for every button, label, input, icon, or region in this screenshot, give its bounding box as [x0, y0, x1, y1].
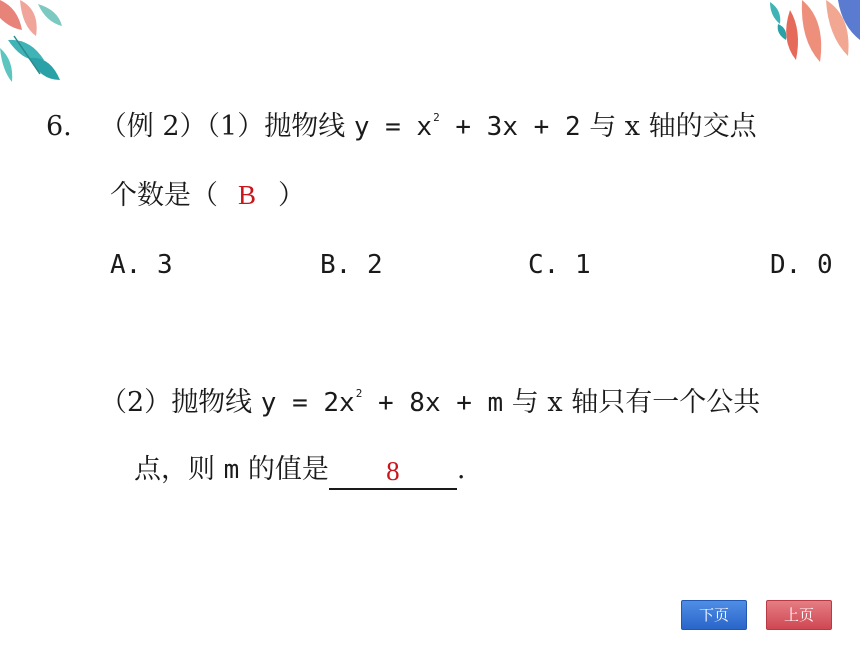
q2-line2-prefix: 点，则	[134, 454, 224, 485]
q1-exponent: 2	[433, 111, 440, 124]
q1-equation-rhs: + 3x + 2	[439, 112, 581, 142]
q1-text-before: 抛物线	[264, 111, 354, 142]
q2-line2	[134, 456, 465, 490]
q2-text-after: 与 x 轴只有一个公共	[503, 387, 761, 418]
example-tag: （例 2）	[99, 111, 207, 142]
leaf-decoration-left	[0, 0, 90, 95]
q1-line2-prefix: 个数是（	[110, 180, 218, 211]
q1-equation	[354, 112, 581, 142]
previous-page-button[interactable]: 上页	[766, 600, 832, 630]
q1-line1	[46, 112, 757, 140]
q2-line2-mid: 的值是	[239, 454, 329, 485]
q1-equation-lhs: y = x	[353, 112, 433, 142]
question-number: 6.	[46, 111, 72, 142]
q2-exponent: 2	[355, 387, 363, 400]
q1-line2-suffix: ）	[278, 180, 306, 211]
answer-blank	[329, 458, 457, 490]
q1-answer: B	[238, 180, 257, 210]
option-d: D. 0	[770, 250, 833, 280]
q1-text-after: 与 x 轴的交点	[580, 111, 757, 142]
q2-equation	[261, 388, 503, 418]
option-a: A. 3	[110, 250, 173, 280]
q1-line2	[110, 182, 305, 209]
option-c: C. 1	[528, 250, 591, 280]
q2-var-m: m	[223, 455, 240, 485]
leaf-decoration-right	[730, 0, 860, 80]
q2-equation-lhs: y = 2x	[260, 388, 355, 418]
q2-answer: 8	[386, 456, 400, 486]
q2-equation-rhs: + 8x + m	[362, 388, 504, 418]
q2-line2-suffix: .	[456, 454, 466, 485]
q2-text-before: 抛物线	[171, 387, 261, 418]
q2-line1	[100, 388, 760, 416]
q2-part-tag: （2）	[100, 387, 172, 418]
option-b: B. 2	[320, 250, 383, 280]
part-tag: （1）	[206, 111, 265, 142]
next-page-button[interactable]: 下页	[681, 600, 747, 630]
